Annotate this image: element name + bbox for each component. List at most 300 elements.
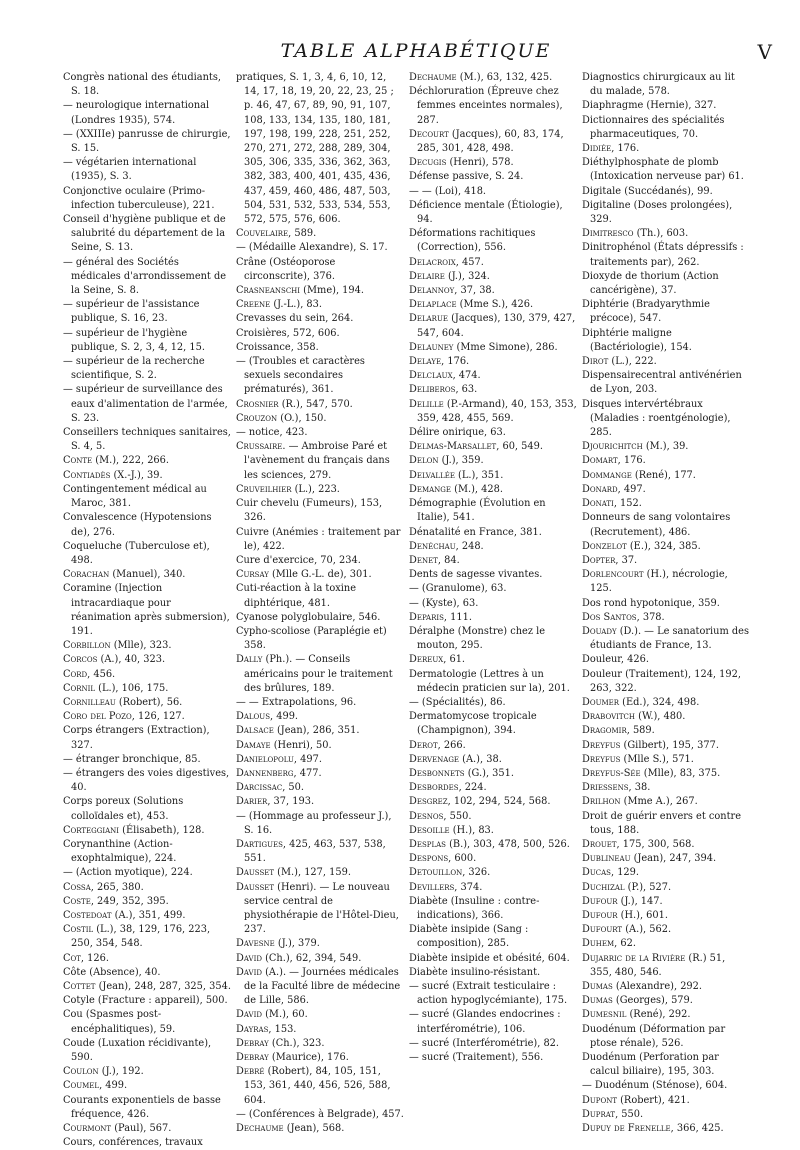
index-entry — [582, 185, 750, 199]
index-entry — [236, 966, 404, 1009]
index-entry — [582, 540, 750, 554]
entry-text: Diéthylphosphate de plomb (Intoxication nerveuse par) 61. — [582, 157, 744, 183]
entry-text: Conseillers techniques sanitaires, S. 4, 5. — [63, 427, 231, 453]
entry-text: (L.), 351. — [454, 469, 504, 481]
index-entry — [409, 369, 577, 383]
index-entry — [409, 653, 577, 667]
entry-text: (Mme Simone), 286. — [453, 341, 558, 353]
entry-text: (P.-Armand), 40, 153, 353, 359, 428, 455, 569. — [417, 398, 577, 424]
entry-author-name: Duchizal — [582, 881, 625, 893]
index-entry — [236, 312, 404, 326]
entry-text: , 326. — [462, 867, 491, 879]
page-title: TABLE ALPHABÉTIQUE — [280, 40, 552, 62]
entry-text: , 60, 549. — [496, 441, 543, 453]
entry-text: Croissance, 358. — [236, 341, 319, 353]
index-entry — [236, 341, 404, 355]
entry-text: — neurologique international (Londres 1935), 574. — [63, 100, 210, 126]
index-entry — [236, 1037, 404, 1051]
entry-author-name: Duprat — [582, 1108, 616, 1120]
entry-text: (Mme A.), 267. — [620, 796, 698, 808]
entry-text: (Robert), 56. — [115, 696, 183, 708]
entry-text: , 38. — [628, 782, 651, 794]
index-entry — [236, 298, 404, 312]
entry-text: (Jean), 248, 287, 325, 354. — [95, 981, 231, 992]
index-entry — [63, 824, 231, 838]
entry-author-name: Delaplace — [409, 299, 457, 311]
entry-text: Coramine (Injection intracardiaque pour réanimation après submersion), 191. — [63, 583, 230, 637]
index-entry — [409, 426, 577, 440]
index-entry — [63, 156, 231, 184]
index-entry — [236, 355, 404, 398]
index-entry — [236, 795, 404, 809]
entry-author-name: Drilhon — [582, 796, 621, 808]
entry-text: , 474. — [452, 370, 481, 382]
index-entry — [409, 781, 577, 795]
entry-text: — — (Loi), 418. — [409, 185, 487, 197]
entry-text: Douleur (Traitement), 124, 192, 263, 322. — [582, 668, 741, 694]
entry-text: (Manuel), 340. — [109, 569, 186, 581]
entry-author-name: Detouillon — [409, 867, 463, 879]
entry-text: (O.), 150. — [277, 412, 327, 424]
entry-text: , 111. — [443, 611, 472, 623]
index-entry — [409, 696, 577, 710]
entry-text: (Ch.), 323. — [268, 1037, 325, 1049]
entry-text: — sucré (Extrait testiculaire : action hypoglycémiante), 175. — [409, 981, 568, 1007]
page-header — [60, 40, 772, 70]
index-entry — [409, 398, 577, 426]
entry-text: (A.), 38. — [459, 753, 502, 765]
index-entry — [63, 483, 231, 511]
entry-author-name: Dervenage — [409, 753, 460, 765]
index-entry — [63, 568, 231, 582]
index-entry — [582, 227, 750, 241]
index-entry — [63, 540, 231, 568]
entry-text: Dermatologie (Lettres à un médecin praticien sur la), 201. — [409, 668, 570, 694]
entry-author-name: Dragomir — [582, 725, 627, 737]
entry-author-name: Despons — [409, 853, 449, 865]
index-entry — [63, 653, 231, 667]
entry-text: Déchloruration (Épreuve chez femmes enceintes normales), 287. — [409, 86, 563, 126]
index-column — [409, 71, 577, 1150]
index-entry — [236, 866, 404, 880]
entry-text: Donneurs de sang volontaires (Recrutement), 486. — [582, 512, 731, 538]
index-entry — [63, 639, 231, 653]
entry-text: (H.), nécrologie, 125. — [590, 569, 728, 595]
entry-text: , 600. — [448, 853, 477, 865]
index-entry — [409, 866, 577, 880]
entry-text: (Alexandre), 292. — [612, 981, 703, 992]
entry-author-name: Dartigues — [236, 838, 283, 850]
index-entry — [236, 526, 404, 554]
index-entry — [236, 1008, 404, 1022]
entry-author-name: Dujarric de la Rivière — [582, 952, 686, 964]
entry-author-name: Delannoy — [409, 285, 455, 297]
entry-author-name: Corbillon — [63, 640, 111, 652]
entry-author-name: Denéchau — [409, 540, 456, 552]
index-entry — [409, 298, 577, 312]
index-entry — [63, 469, 231, 483]
index-entry — [582, 1051, 750, 1079]
index-entry — [63, 724, 231, 752]
entry-author-name: Driessens — [582, 782, 629, 794]
index-entry — [409, 71, 577, 85]
index-entry — [63, 185, 231, 213]
index-entry — [236, 426, 404, 440]
entry-text: Diaphragme (Hernie), 327. — [582, 100, 717, 112]
entry-author-name: Davesne — [236, 938, 275, 950]
index-entry — [409, 199, 577, 227]
index-entry — [582, 440, 750, 454]
entry-text: — (Conférences à Belgrade), 457. — [236, 1108, 404, 1120]
entry-text: , 224. — [458, 782, 487, 794]
entry-text: Convalescence (Hypotensions de), 276. — [63, 512, 212, 538]
entry-text: — Duodénum (Sténose), 604. — [582, 1080, 728, 1092]
entry-author-name: Delaire — [409, 270, 445, 282]
index-entry — [582, 369, 750, 397]
entry-text: , 152. — [613, 498, 642, 510]
index-entry — [63, 355, 231, 383]
entry-text: , 61. — [443, 654, 466, 666]
entry-author-name: Deparis — [409, 611, 444, 623]
index-entry — [409, 582, 577, 596]
index-entry — [409, 753, 577, 767]
entry-author-name: Dos Santos — [582, 611, 637, 623]
entry-author-name: Decugis — [409, 157, 447, 169]
entry-author-name: Coro del Pozo — [63, 711, 132, 723]
index-entry — [63, 71, 231, 99]
index-entry — [236, 1065, 404, 1108]
entry-text: (Henri), 578. — [446, 157, 514, 169]
entry-author-name: Demange — [409, 483, 452, 495]
entry-text: (H.), 83. — [449, 824, 494, 836]
entry-author-name: Couvelaire — [236, 228, 289, 240]
entry-text: (Jacques), 130, 379, 427, 547, 604. — [417, 313, 576, 339]
index-entry — [582, 1094, 750, 1108]
entry-author-name: Corachan — [63, 569, 110, 581]
entry-text: Déralphe (Monstre) chez le mouton, 295. — [409, 625, 546, 652]
entry-text: (E.), 324, 385. — [626, 540, 701, 552]
entry-text: , 425, 463, 537, 538, 551. — [244, 838, 386, 865]
index-entry — [236, 810, 404, 838]
entry-text: Cypho-scoliose (Paraplégie et) 358. — [236, 625, 387, 652]
entry-text: Droit de guérir envers et contre tous, 188. — [582, 810, 742, 836]
entry-text: (J.), 379. — [274, 938, 320, 950]
entry-author-name: Dufour — [582, 909, 618, 921]
entry-text: Déformations rachitiques (Correction), 556. — [409, 228, 536, 254]
entry-text: (Ch.), 62, 394, 549. — [262, 952, 362, 964]
index-entry — [582, 241, 750, 269]
entry-text: (J.), 324. — [444, 270, 490, 282]
entry-text: (R.), 547, 570. — [278, 398, 353, 410]
index-entry — [582, 469, 750, 483]
index-entry — [582, 895, 750, 909]
index-entry — [582, 398, 750, 441]
index-entry — [63, 454, 231, 468]
entry-text: (Mlle G.-L. de), 301. — [268, 569, 372, 581]
entry-text: , 153. — [268, 1023, 297, 1035]
index-entry — [63, 881, 231, 895]
entry-text: — (Hommage au professeur J.), S. 16. — [236, 810, 392, 836]
entry-author-name: Cottet — [63, 981, 96, 992]
entry-author-name: Dechaume — [409, 72, 457, 83]
entry-author-name: Corcos — [63, 654, 98, 666]
index-entry — [582, 156, 750, 184]
index-entry — [236, 327, 404, 341]
index-entry — [582, 270, 750, 298]
entry-author-name: Dorlencourt — [582, 569, 644, 581]
entry-text: Croisières, 572, 606. — [236, 327, 340, 339]
entry-text: Cuivre (Anémies : traitement par le), 422. — [236, 526, 401, 552]
entry-text: Dos rond hypotonique, 359. — [582, 597, 720, 609]
index-entry — [409, 952, 577, 966]
entry-author-name: Cornil — [63, 682, 96, 694]
index-entry — [409, 980, 577, 1008]
entry-text: Duodénum (Déformation par ptose rénale), 526. — [582, 1023, 726, 1049]
entry-author-name: Dumas — [582, 981, 613, 992]
entry-text: , 550. — [443, 810, 472, 822]
entry-text: Cuti-réaction à la toxine diphtérique, 481. — [236, 583, 357, 609]
entry-author-name: Drabovitch — [582, 711, 636, 723]
index-entry — [409, 440, 577, 454]
entry-text: , 457. — [455, 256, 484, 268]
entry-text: (L.), 222. — [608, 356, 657, 368]
index-entry — [236, 653, 404, 696]
entry-text: — (Kyste), 63. — [409, 597, 479, 609]
entry-author-name: Costil — [63, 924, 94, 936]
entry-text: , 37, 193. — [267, 796, 315, 808]
entry-author-name: Dimitresco — [582, 228, 634, 240]
index-entry — [236, 1108, 404, 1122]
entry-text: Diabète (Insuline : contre-indications), 366. — [409, 895, 540, 921]
entry-author-name: Coste — [63, 895, 91, 907]
entry-author-name: Domart — [582, 455, 618, 467]
index-entry — [236, 412, 404, 426]
index-column — [236, 71, 404, 1150]
entry-text: (Robert), 421. — [617, 1094, 690, 1106]
index-entry — [409, 710, 577, 738]
entry-author-name: Damaye — [236, 739, 271, 751]
entry-text: — végétarien international (1935), S. 3. — [63, 157, 197, 183]
entry-author-name: Corteggiani — [63, 824, 120, 836]
entry-text: Douleur, 426. — [582, 654, 649, 666]
index-entry — [582, 298, 750, 326]
entry-author-name: Dupuy de Frenelle — [582, 1123, 671, 1135]
entry-author-name: Delacroix — [409, 256, 456, 268]
index-entry — [582, 355, 750, 369]
entry-author-name: David — [236, 966, 262, 978]
entry-text: (M.), 39. — [642, 441, 689, 453]
index-entry — [409, 1051, 577, 1065]
index-entry — [236, 838, 404, 866]
index-entry — [236, 1051, 404, 1065]
index-entry — [63, 1136, 231, 1150]
index-entry — [582, 994, 750, 1008]
index-entry — [582, 454, 750, 468]
entry-text: (Gilbert), 195, 377. — [620, 739, 719, 751]
entry-author-name: David — [236, 1009, 262, 1021]
entry-author-name: Dausset — [236, 867, 275, 879]
page-number: V — [757, 40, 772, 64]
index-entry — [63, 866, 231, 880]
index-entry — [582, 483, 750, 497]
index-entry — [582, 597, 750, 611]
index-entry — [582, 1008, 750, 1022]
index-column — [582, 71, 750, 1150]
entry-text: , 175, 300, 568. — [616, 838, 695, 850]
index-entry — [582, 199, 750, 227]
entry-text: (X.-J.), 39. — [110, 469, 163, 481]
entry-text: , 266. — [437, 739, 466, 751]
index-entry — [63, 696, 231, 710]
index-entry — [582, 1023, 750, 1051]
entry-author-name: Desgrez — [409, 796, 448, 808]
index-entry — [236, 952, 404, 966]
entry-author-name: Derot — [409, 739, 438, 751]
entry-text: (Jean), 568. — [283, 1123, 345, 1135]
index-entry — [582, 696, 750, 710]
index-entry — [582, 568, 750, 596]
entry-text: (A.). — Journées médicales de la Faculté libre de médecine de Lille, 586. — [244, 966, 401, 1007]
entry-author-name: Deliberos — [409, 384, 456, 396]
index-entry — [236, 724, 404, 738]
entry-author-name: Desbonnets — [409, 767, 465, 779]
entry-author-name: David — [236, 952, 262, 964]
entry-text: (J.), 359. — [438, 455, 484, 467]
entry-text: (R.) 51, 355, 480, 546. — [590, 952, 726, 978]
entry-text: Dispensairecentral antivénérien de Lyon, 203. — [582, 370, 742, 396]
entry-author-name: Dalous — [236, 711, 270, 723]
entry-text: pratiques, S. 1, 3, 4, 6, 10, 12, 14, 17, 18, 19, 20, 22, 23, 25 ; p. 46, 47, 67, 89, 90, 91, 107, 108, 133, 134, 135, 180, 181, 197, 198, 199, 228, 251, 252, 270, 271, 272, 288, 289, 304, 305, 306, 335, 336, 362, 363, 382, 383, 400, 401, 435, 436, 437, 459, 460, 486, 487, 503, 504, 531, 532, 533, 534, 553, 572, 575, 576, 606. — [236, 72, 394, 226]
entry-text: — étrangers des voies digestives, 40. — [63, 767, 230, 794]
entry-text: (Georges), 579. — [612, 995, 693, 1007]
entry-author-name: Crouzon — [236, 412, 278, 424]
index-entry — [409, 85, 577, 128]
entry-author-name: Delille — [409, 398, 444, 410]
entry-text: Corynanthine (Action-exophtalmique), 224. — [63, 838, 177, 865]
entry-author-name: Delmas-Marsallet — [409, 441, 497, 453]
index-entry — [582, 980, 750, 994]
index-entry — [236, 696, 404, 710]
index-entry — [582, 611, 750, 625]
entry-text: — notice, 423. — [236, 427, 308, 439]
entry-author-name: Dausset — [236, 881, 275, 893]
entry-text: — sucré (Interférométrie), 82. — [409, 1037, 560, 1049]
entry-text: , 63. — [455, 384, 478, 396]
index-entry — [409, 625, 577, 653]
index-entry — [236, 710, 404, 724]
entry-text: Crevasses du sein, 264. — [236, 313, 354, 325]
entry-text: (J.-L.), 83. — [270, 299, 323, 311]
index-entry — [236, 241, 404, 255]
entry-author-name: Dommange — [582, 469, 632, 481]
entry-author-name: Delclaux — [409, 370, 453, 382]
entry-author-name: Delarue — [409, 313, 448, 325]
index-entry — [409, 312, 577, 340]
entry-text: (B.), 303, 478, 500, 526. — [445, 838, 570, 850]
index-entry — [63, 909, 231, 923]
index-entry — [236, 625, 404, 653]
index-entry — [409, 128, 577, 156]
entry-text: (Ph.). — Conseils américains pour le traitement des brûlures, 189. — [244, 654, 393, 694]
index-entry — [582, 114, 750, 142]
entry-text: , 499. — [99, 1080, 128, 1092]
index-entry — [236, 1023, 404, 1037]
index-columns — [63, 71, 773, 1150]
index-entry — [63, 99, 231, 127]
index-entry — [409, 568, 577, 582]
entry-author-name: Doumer — [582, 696, 620, 708]
index-entry — [63, 895, 231, 909]
index-entry — [409, 554, 577, 568]
entry-author-name: Donzelot — [582, 540, 627, 552]
index-entry — [236, 881, 404, 938]
entry-text: (Jean), 286, 351. — [273, 725, 360, 737]
entry-author-name: Dumas — [582, 995, 613, 1007]
entry-text: — étranger bronchique, 85. — [63, 753, 201, 765]
entry-text: Cours, conférences, travaux — [63, 1137, 203, 1149]
entry-text: , 37, 38. — [454, 285, 495, 297]
entry-text: (J.), 147. — [617, 895, 663, 907]
index-entry — [63, 994, 231, 1008]
entry-text: , 589. — [626, 725, 655, 737]
entry-author-name: Dreyfus-Sée — [582, 767, 641, 779]
index-entry — [582, 668, 750, 696]
entry-text: (M.), 222, 266. — [92, 455, 170, 467]
entry-author-name: Cursay — [236, 569, 269, 581]
entry-text: , 550. — [615, 1108, 644, 1120]
entry-author-name: Dannenberg — [236, 767, 294, 779]
index-entry — [236, 483, 404, 497]
index-entry — [63, 767, 231, 795]
entry-author-name: Delauney — [409, 341, 454, 353]
index-entry — [582, 142, 750, 156]
index-entry — [582, 810, 750, 838]
entry-text: (M.), 60. — [262, 1009, 308, 1021]
index-entry — [63, 1065, 231, 1079]
index-entry — [409, 895, 577, 923]
entry-author-name: Devillers — [409, 881, 455, 893]
index-entry — [582, 838, 750, 852]
index-entry — [63, 966, 231, 980]
entry-author-name: Debray — [236, 1052, 269, 1064]
index-entry — [409, 852, 577, 866]
entry-author-name: Crussaire — [236, 441, 283, 453]
entry-text: Diabète insipide (Sang : composition), 285. — [409, 924, 529, 950]
index-entry — [409, 355, 577, 369]
index-entry — [582, 881, 750, 895]
index-entry — [409, 454, 577, 468]
entry-author-name: Costedoat — [63, 909, 112, 921]
index-entry — [63, 668, 231, 682]
entry-text: , 37. — [615, 554, 638, 566]
entry-text: , 265, 380. — [90, 881, 144, 893]
index-entry — [582, 511, 750, 539]
entry-text: — (Médaille Alexandre), S. 17. — [236, 242, 388, 254]
index-entry — [409, 256, 577, 270]
index-entry — [409, 1037, 577, 1051]
index-entry — [63, 256, 231, 299]
index-entry — [63, 1008, 231, 1036]
index-entry — [236, 284, 404, 298]
entry-text: Diphtérie maligne (Bactériologie), 154. — [582, 327, 692, 353]
index-entry — [63, 952, 231, 966]
index-entry — [409, 1008, 577, 1036]
entry-text: (H.), 601. — [617, 909, 668, 921]
entry-text: (A.), 40, 323. — [97, 654, 166, 666]
index-entry — [236, 497, 404, 525]
entry-author-name: Desoille — [409, 824, 450, 836]
entry-author-name: Darier — [236, 796, 268, 808]
